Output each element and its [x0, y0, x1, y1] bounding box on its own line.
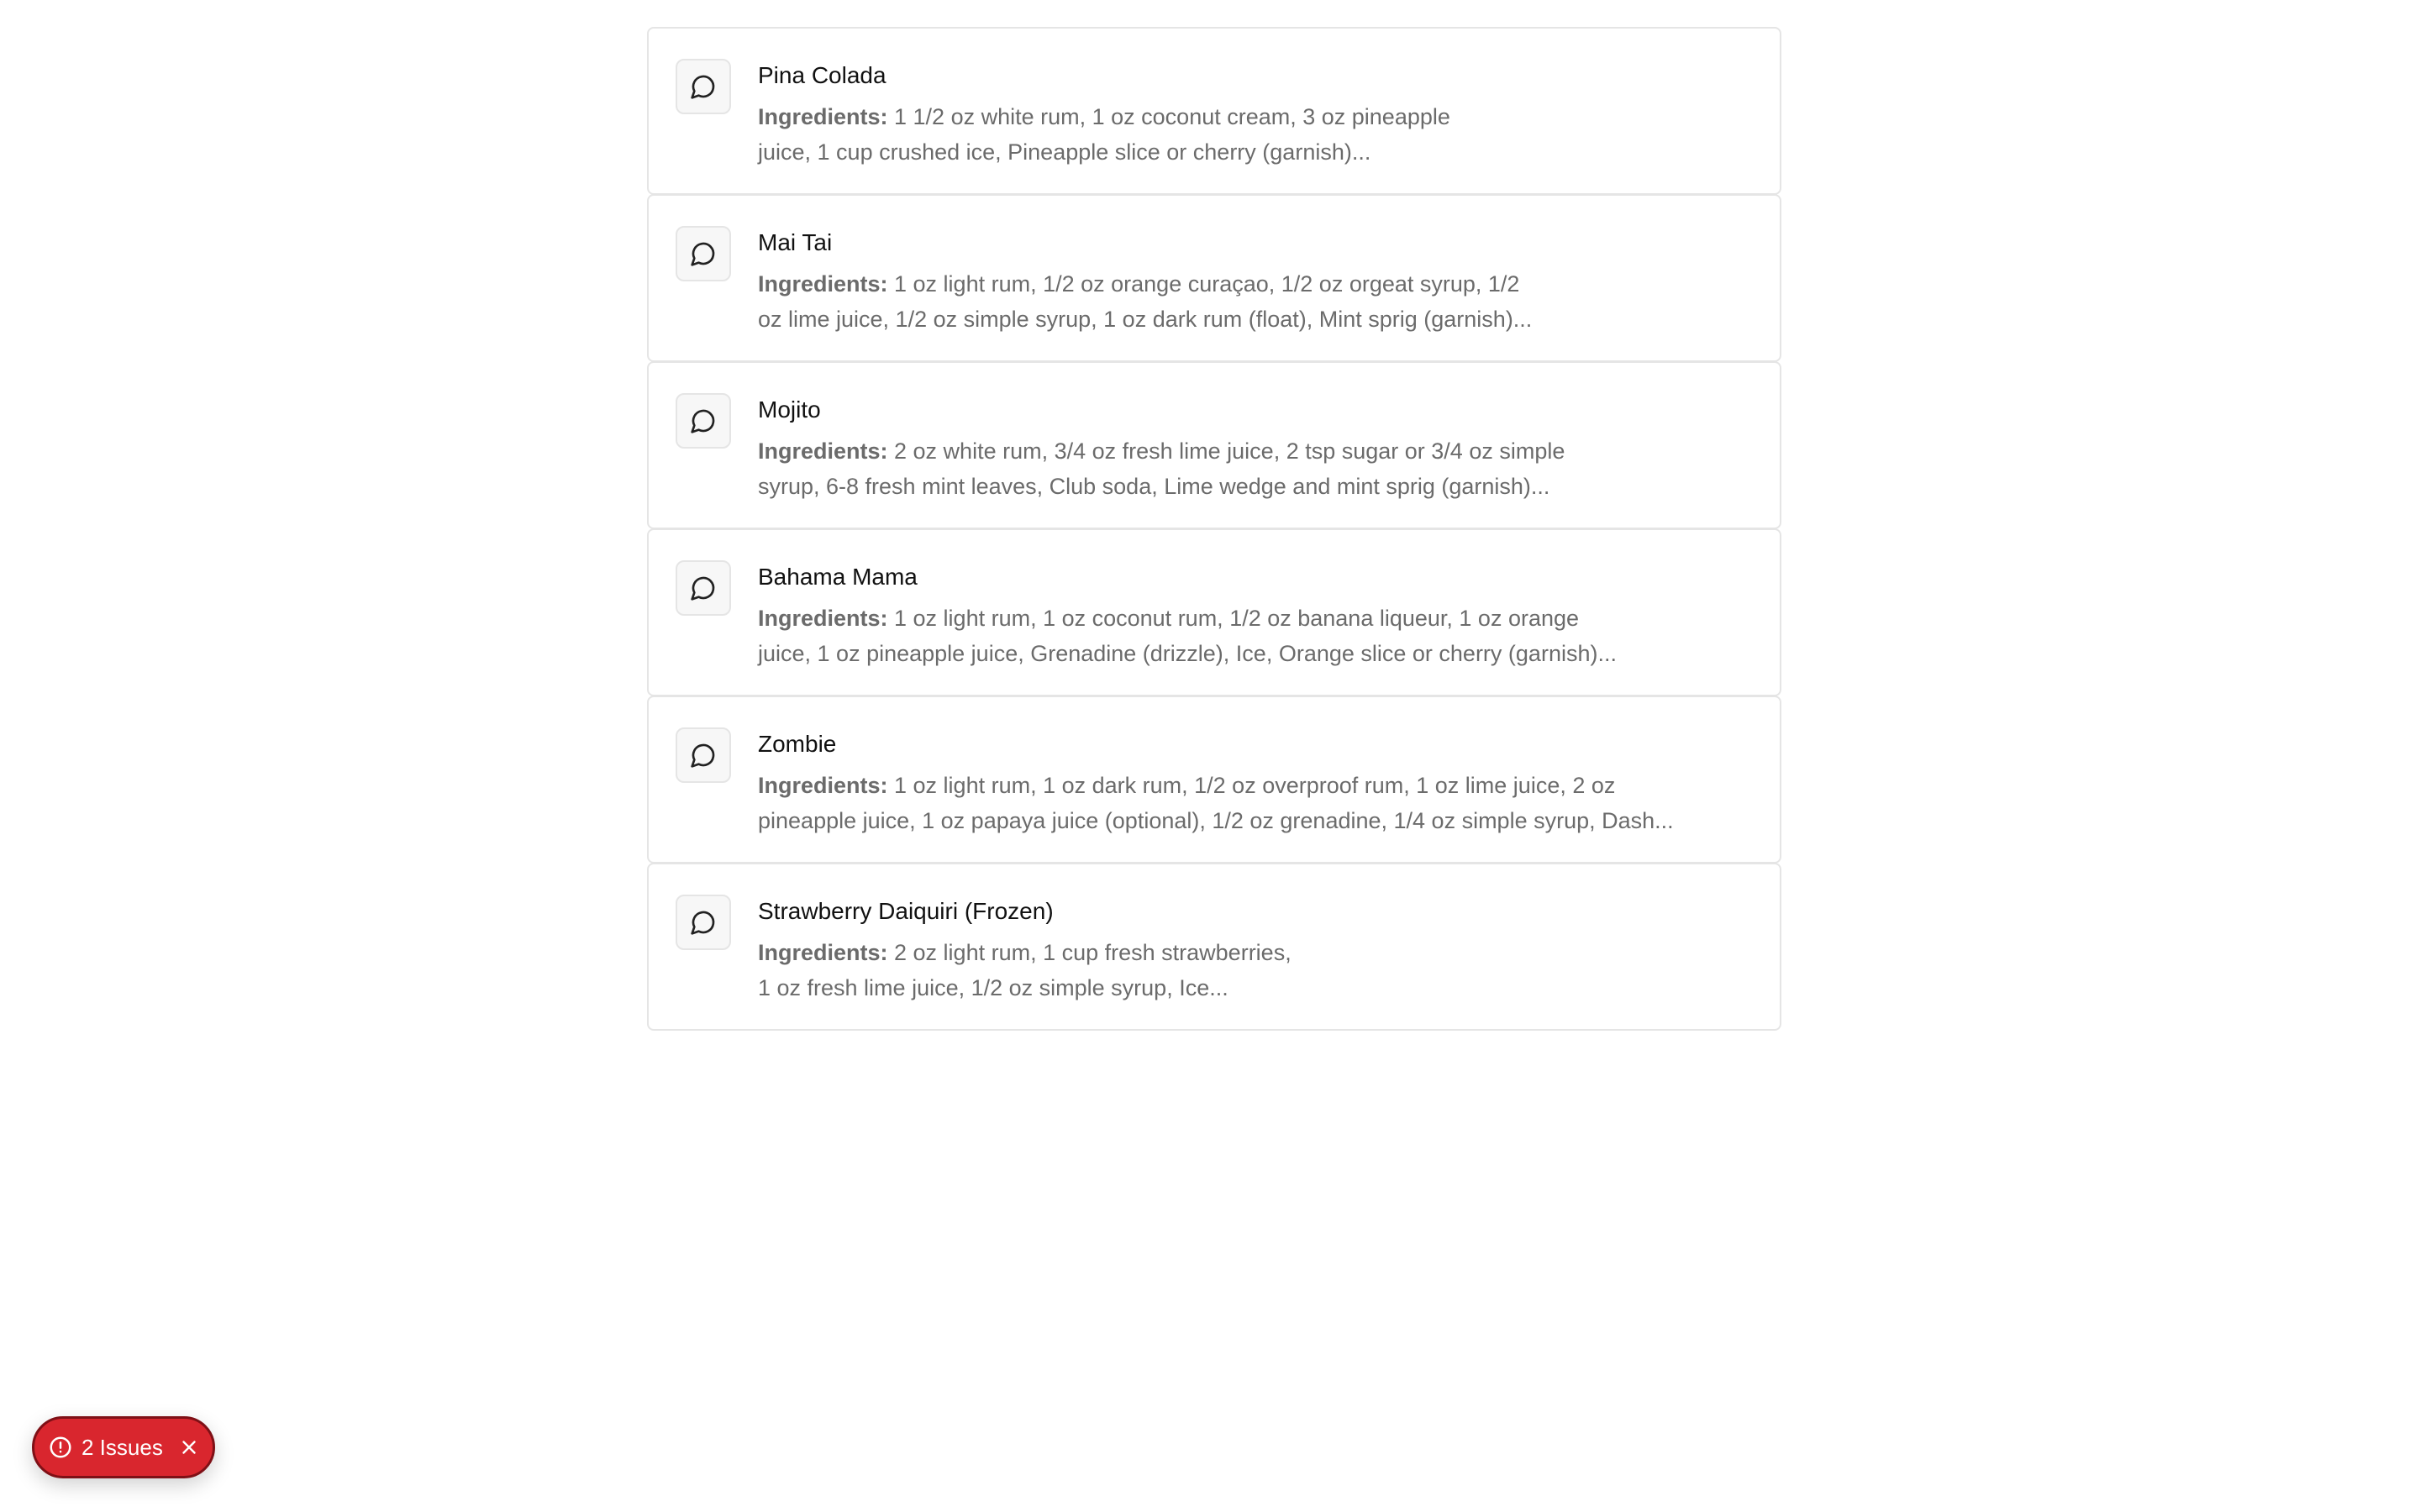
message-circle-icon	[676, 895, 731, 950]
recipe-title: Zombie	[758, 731, 837, 757]
ingredients-label: Ingredients:	[758, 104, 888, 129]
ingredients-line-2: juice, 1 oz pineapple juice, Grenadine (drizzle), Ice, Orange slice or cherry (garnish)...	[758, 641, 1617, 666]
recipe-card-pina-colada[interactable]	[647, 27, 1781, 195]
recipe-ingredients	[758, 601, 1617, 671]
recipe-ingredients	[758, 433, 1565, 504]
recipe-title: Mojito	[758, 396, 821, 423]
alert-circle-icon	[48, 1435, 73, 1460]
recipe-title: Mai Tai	[758, 229, 833, 255]
message-circle-icon	[676, 226, 731, 281]
ingredients-line-2: syrup, 6-8 fresh mint leaves, Club soda, Lime wedge and mint sprig (garnish)...	[758, 474, 1550, 499]
recipe-card-bahama-mama[interactable]	[647, 528, 1781, 696]
close-icon[interactable]	[178, 1436, 200, 1458]
ingredients-line-1: 1 oz light rum, 1/2 oz orange curaçao, 1/2 oz orgeat syrup, 1/2	[887, 271, 1520, 297]
recipe-card-strawberry-daiquiri[interactable]	[647, 863, 1781, 1031]
recipe-title: Pina Colada	[758, 62, 886, 88]
recipe-ingredients	[758, 99, 1450, 170]
recipe-ingredients	[758, 768, 1674, 838]
ingredients-line-2: pineapple juice, 1 oz papaya juice (optional), 1/2 oz grenadine, 1/4 oz simple syrup, Dash...	[758, 808, 1674, 833]
recipe-title: Strawberry Daiquiri (Frozen)	[758, 898, 1054, 924]
message-circle-icon	[676, 59, 731, 114]
recipe-card-mojito[interactable]	[647, 361, 1781, 529]
recipe-list	[647, 27, 1781, 1031]
ingredients-line-1: 2 oz light rum, 1 cup fresh strawberries,	[887, 940, 1292, 965]
message-circle-icon	[676, 393, 731, 449]
ingredients-line-1: 2 oz white rum, 3/4 oz fresh lime juice, 2 tsp sugar or 3/4 oz simple	[887, 438, 1565, 464]
ingredients-label: Ingredients:	[758, 438, 888, 464]
recipe-card-zombie[interactable]	[647, 696, 1781, 864]
ingredients-line-1: 1 oz light rum, 1 oz dark rum, 1/2 oz overproof rum, 1 oz lime juice, 2 oz	[887, 773, 1616, 798]
recipe-card-mai-tai[interactable]	[647, 194, 1781, 362]
ingredients-label: Ingredients:	[758, 271, 888, 297]
ingredients-label: Ingredients:	[758, 606, 888, 631]
message-circle-icon	[676, 560, 731, 616]
ingredients-line-1: 1 oz light rum, 1 oz coconut rum, 1/2 oz banana liqueur, 1 oz orange	[887, 606, 1580, 631]
ingredients-line-2: 1 oz fresh lime juice, 1/2 oz simple syrup, Ice...	[758, 975, 1228, 1000]
recipe-ingredients	[758, 266, 1532, 337]
message-circle-icon	[676, 727, 731, 783]
recipe-ingredients	[758, 935, 1292, 1005]
recipe-title: Bahama Mama	[758, 564, 918, 590]
ingredients-line-2: juice, 1 cup crushed ice, Pineapple slice or cherry (garnish)...	[758, 139, 1371, 165]
ingredients-label: Ingredients:	[758, 773, 888, 798]
ingredients-label: Ingredients:	[758, 940, 888, 965]
ingredients-line-2: oz lime juice, 1/2 oz simple syrup, 1 oz dark rum (float), Mint sprig (garnish)...	[758, 307, 1533, 332]
issues-badge[interactable]	[32, 1416, 215, 1478]
issues-count-label: 2 Issues	[82, 1434, 163, 1460]
ingredients-line-1: 1 1/2 oz white rum, 1 oz coconut cream, 3 oz pineapple	[887, 104, 1450, 129]
